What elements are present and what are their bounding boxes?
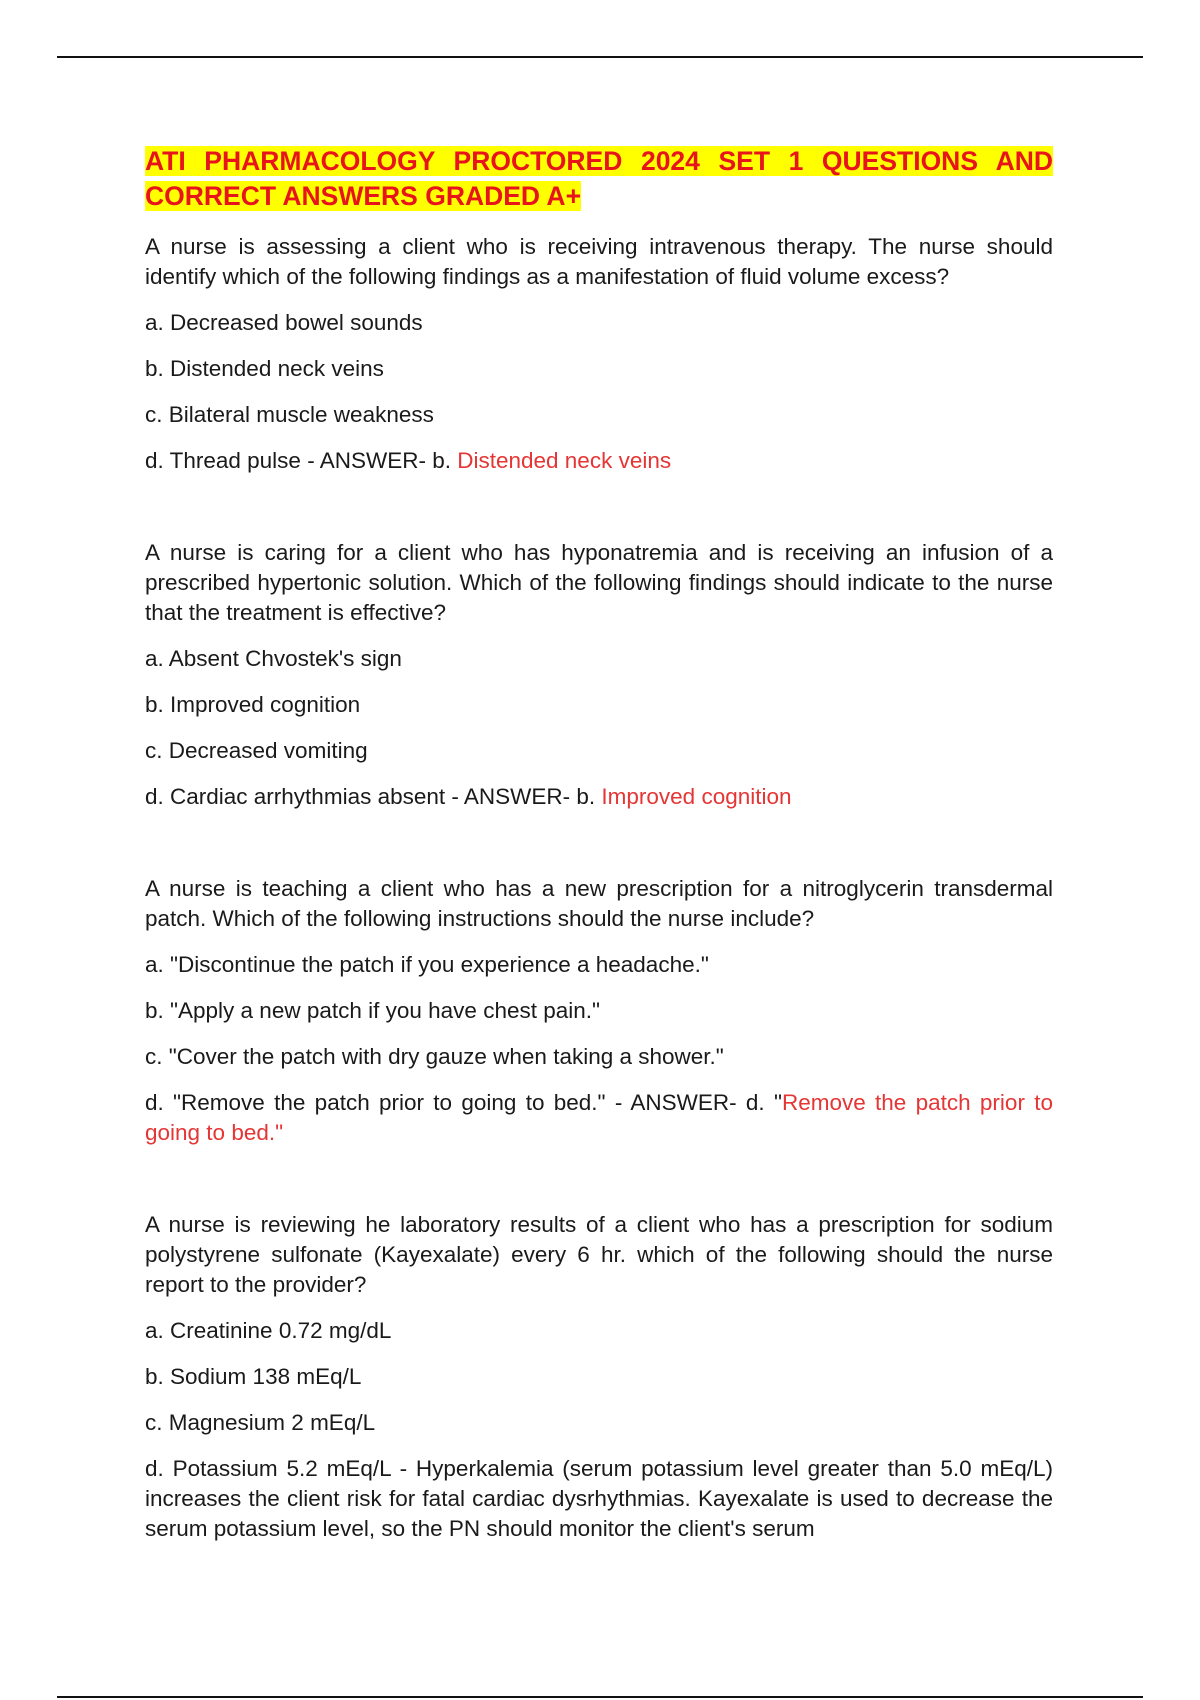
title-highlight: ATI PHARMACOLOGY PROCTORED 2024 SET 1 QUESTIONS AND CORRECT ANSWERS GRADED A+ (145, 146, 1053, 211)
option-a: a. Decreased bowel sounds (145, 310, 423, 335)
option-b: b. Improved cognition (145, 692, 361, 717)
correct-answer: Improved cognition (601, 784, 792, 809)
question-spacer (145, 1164, 1053, 1210)
question-stem: A nurse is reviewing he laboratory results of a client who has a prescription for sodium polystyrene sulfonate (Kayexalate) every 6 hr. which of the following should the nurse report to the provider? (145, 1212, 1053, 1297)
option-c: c. Bilateral muscle weakness (145, 402, 434, 427)
header-rule (57, 56, 1143, 58)
option-a: a. "Discontinue the patch if you experience a headache." (145, 952, 709, 977)
correct-answer: Distended neck veins (457, 448, 672, 473)
option-d-rationale: d. Potassium 5.2 mEq/L - Hyperkalemia (serum potassium level greater than 5.0 mEq/L) increases the client risk for fatal cardiac dysrhythmias. Kayexalate is used to decrease the serum potassium level, so the PN should monitor the client's serum (145, 1456, 1053, 1541)
option-d-with-answer (145, 446, 1053, 476)
question-1 (145, 232, 1053, 476)
option-a: a. Absent Chvostek's sign (145, 646, 402, 671)
document-body (145, 144, 1053, 1560)
question-stem: A nurse is caring for a client who has hyponatremia and is receiving an infusion of a prescribed hypertonic solution. Which of the following findings should indicate to the nurse that the treatment is effective? (145, 540, 1053, 625)
option-b: b. Distended neck veins (145, 356, 384, 381)
question-4 (145, 1210, 1053, 1544)
option-b: b. Sodium 138 mEq/L (145, 1364, 362, 1389)
question-spacer (145, 828, 1053, 874)
option-d-with-answer (145, 1088, 1053, 1148)
document-title (145, 144, 1053, 214)
option-d: d. Cardiac arrhythmias absent - ANSWER- b. (145, 784, 602, 809)
option-a: a. Creatinine 0.72 mg/dL (145, 1318, 392, 1343)
correct-answer: Remove the patch prior to going to bed." (145, 1090, 1053, 1145)
option-d: d. Thread pulse - ANSWER- b. (145, 448, 458, 473)
question-spacer (145, 492, 1053, 538)
question-stem: A nurse is teaching a client who has a new prescription for a nitroglycerin transdermal patch. Which of the following instructions should the nurse include? (145, 876, 1053, 931)
footer-rule (57, 1696, 1143, 1698)
option-b: b. "Apply a new patch if you have chest pain." (145, 998, 600, 1023)
option-c: c. "Cover the patch with dry gauze when taking a shower." (145, 1044, 724, 1069)
option-d: d. "Remove the patch prior to going to bed." - ANSWER- d. " (145, 1090, 782, 1115)
question-3 (145, 874, 1053, 1148)
question-2 (145, 538, 1053, 812)
option-c: c. Decreased vomiting (145, 738, 368, 763)
question-stem: A nurse is assessing a client who is receiving intravenous therapy. The nurse should identify which of the following findings as a manifestation of fluid volume excess? (145, 234, 1053, 289)
option-c: c. Magnesium 2 mEq/L (145, 1410, 376, 1435)
option-d-with-answer (145, 782, 1053, 812)
